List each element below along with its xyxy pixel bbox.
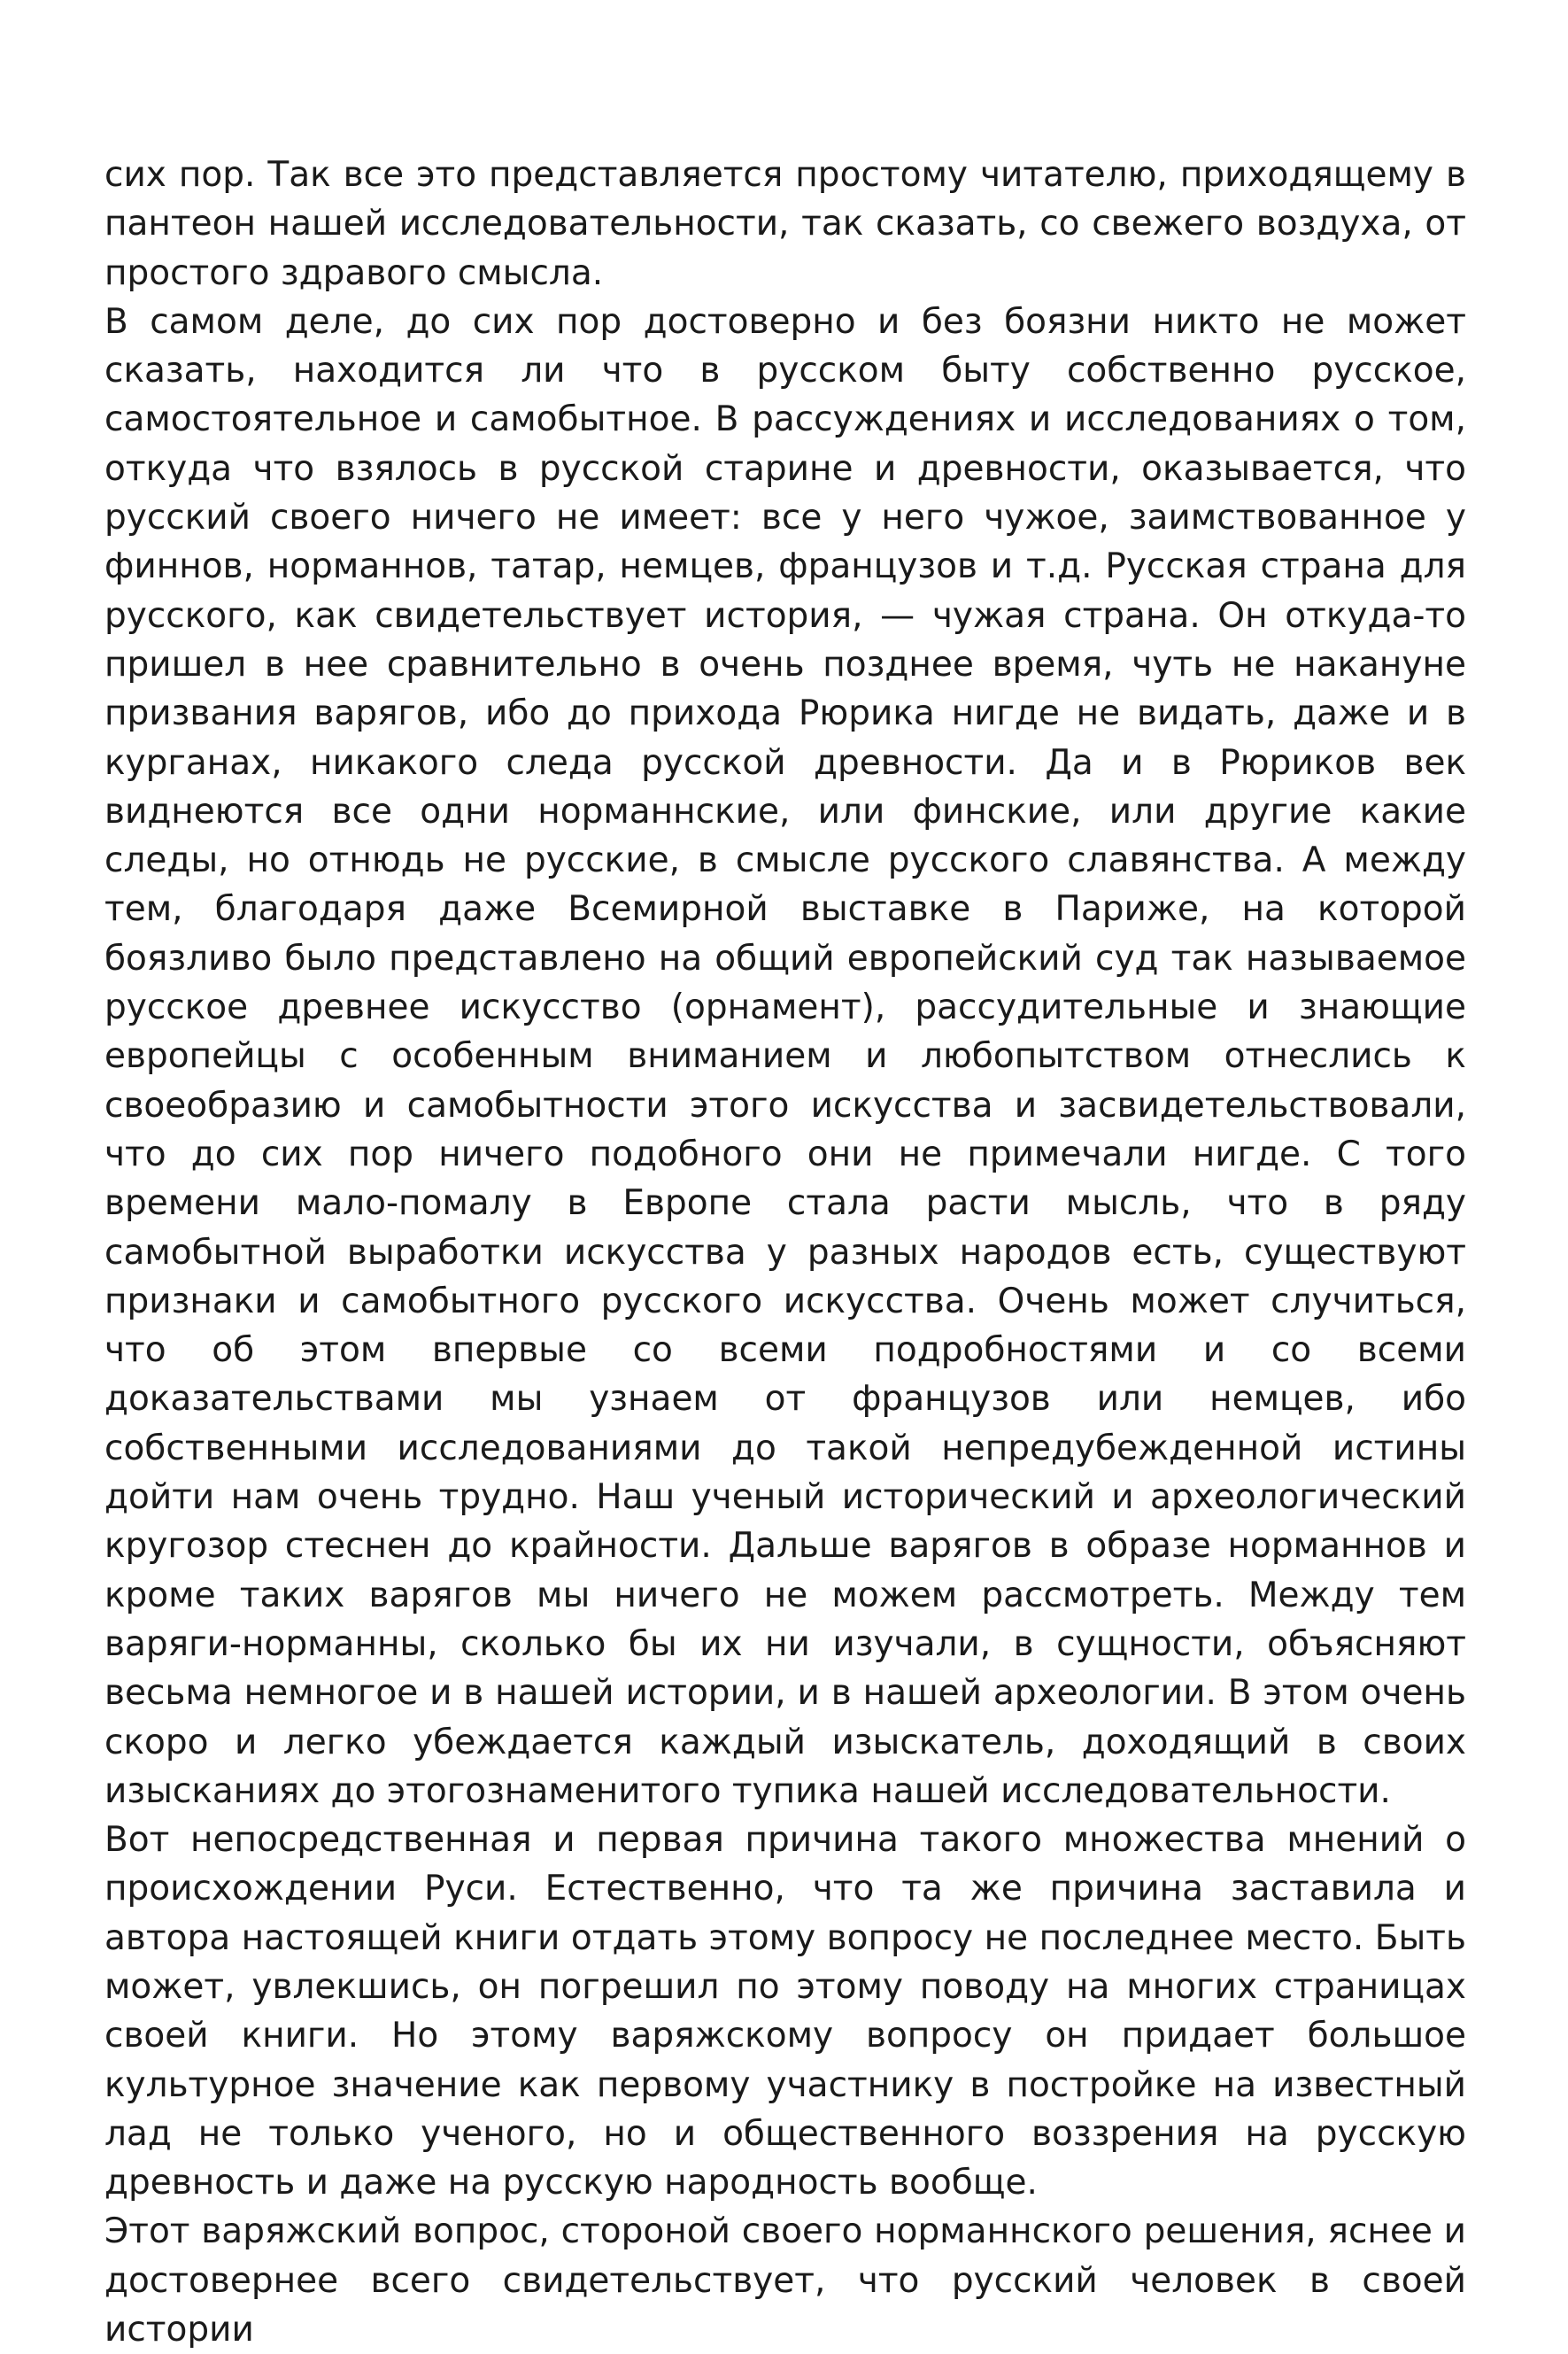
paragraph-2: В самом деле, до сих пор достоверно и без боязни никто не может сказать, находится ли что в русском быту собственно русское, самостоятельное и самобытное. В рассуждениях и исследованиях о том, откуда что взялось в русской старине и древности, оказывается, что русский своего ничего не имеет: все у него чужое, заимствованное у финнов, норманнов, татар, немцев, французов и т.д. Русская страна для русского, как свидетельствует история, — чужая страна. Он откуда-то пришел в нее сравнительно в очень позднее время, чуть не накануне призвания варягов, ибо до прихода Рюрика нигде не видать, даже и в курганах, никакого следа русской древности. Да и в Рюриков век виднеются все одни норманнские, или финские, или другие какие следы, но отнюдь не русские, в смысле русского славянства. А между тем, благодаря даже Всемирной выставке в Париже, на которой боязливо было представлено на общий европейский суд так называемое русское древнее искусство (орнамент), рассудительные и знающие европейцы с особенным вниманием и любопытством отнеслись к своеобразию и самобытности этого искусства и засвидетельствовали, что до сих пор ничего подобного они не примечали нигде. С того времени мало-помалу в Европе стала расти мысль, что в ряду самобытной выработки искусства у разных народов есть, существуют признаки и самобытного русского искусства. Очень может случиться, что об этом впервые со всеми подробностями и со всеми доказательствами мы узнаем от французов или немцев, ибо собственными исследованиями до такой непредубежденной истины дойти нам очень трудно. Наш ученый исторический и археологический кругозор стеснен до крайности. Дальше варягов в образе норманнов и кроме таких варягов мы ничего не можем рассмотреть. Между тем варяги-норманны, сколько бы их ни изучали, в сущности, объясняют весьма немногое и в нашей истории, и в нашей археологии. В этом очень скоро и легко убеждается каждый изыскатель, доходящий в своих изысканиях до этогознаменитого тупика нашей исследовательности. <box>104 301 1466 1811</box>
paragraph-4: Этот варяжский вопрос, стороной своего норманнского решения, яснее и достовернее всего свидетельствует, что русский человек в своей истории <box>104 2211 1466 2350</box>
document-body <box>104 151 1466 2354</box>
paragraph-1: сих пор. Так все это представляется простому читателю, приходящему в пантеон нашей исследовательности, так сказать, со свежего воздуха, от простого здравого смысла. <box>104 155 1466 293</box>
paragraph-3: Вот непосредственная и первая причина такого множества мнений о происхождении Руси. Естественно, что та же причина заставила и автора настоящей книги отдать этому вопросу не последнее место. Быть может, увлекшись, он погрешил по этому поводу на многих страницах своей книги. Но этому варяжскому вопросу он придает большое культурное значение как первому участнику в постройке на известный лад не только ученого, но и общественного воззрения на русскую древность и даже на русскую народность вообще. <box>104 1820 1466 2203</box>
